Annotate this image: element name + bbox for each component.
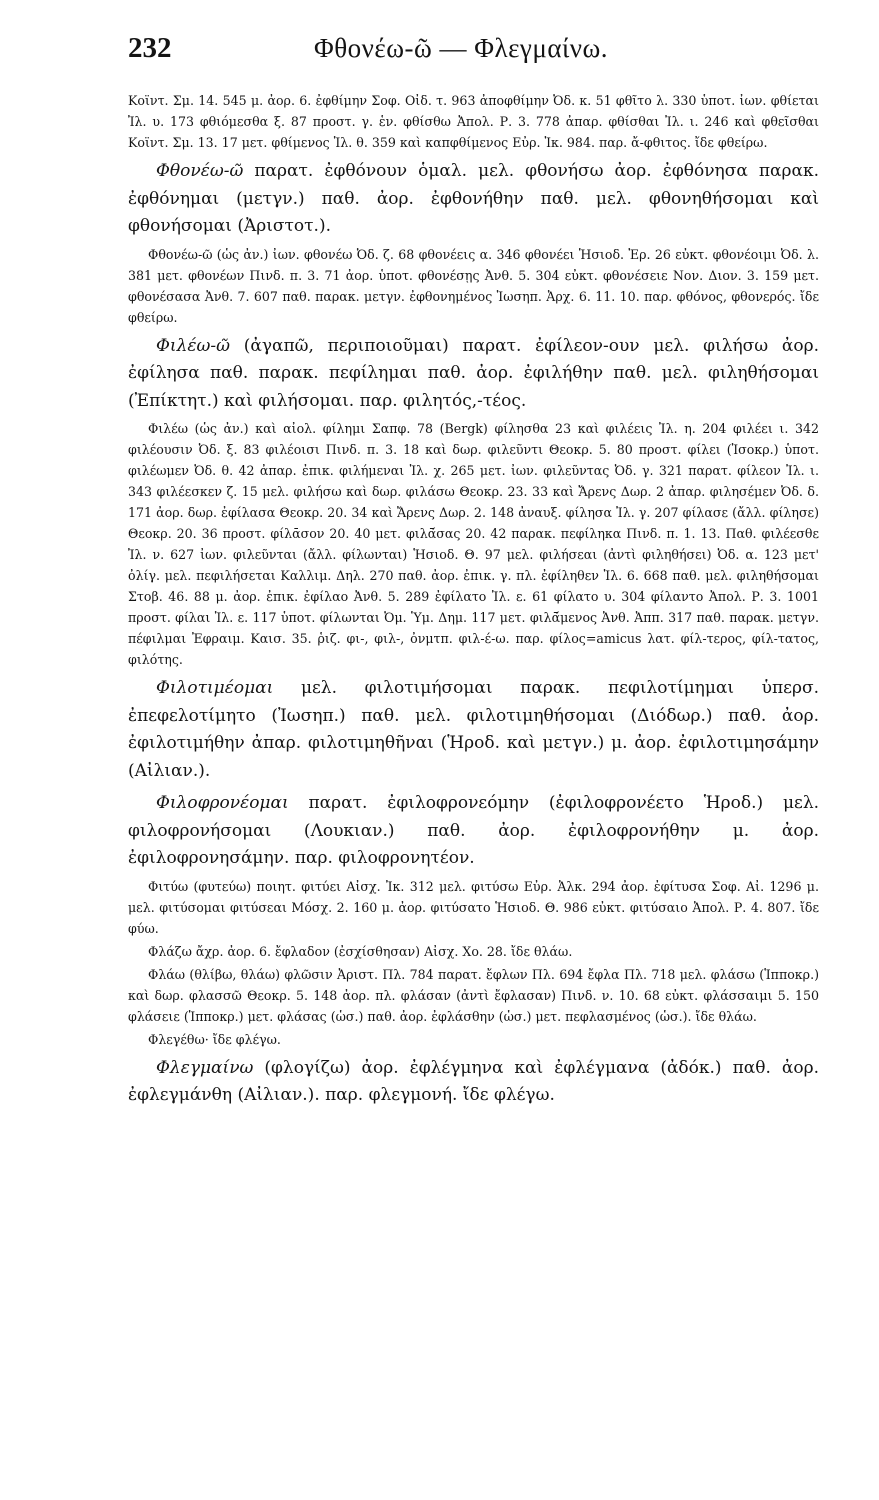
entry-headword: Φιλοτιμέομαι <box>156 678 274 698</box>
running-head: Φθονέω-ῶ — Φλεγμαίνω. <box>314 33 608 63</box>
entry-phlegmaino <box>128 1055 819 1110</box>
entry-philophroneomai <box>128 790 819 873</box>
entry-philotimeomai <box>128 675 819 785</box>
entry-phileo-detail <box>128 418 819 670</box>
entry-phthoneo-detail <box>128 244 819 328</box>
entry-body: (ἀγαπῶ, περιποιοῦμαι) παρατ. ἐφίλεον-ουν μελ. φιλήσω ἀορ. ἐφίλησα παθ. παρακ. πεφίλημαι παθ. ἀορ. ἐφιλήθην παθ. μελ. φιληθήσομαι (Ἐπίκτητ.) καὶ φιλήσομαι. παρ. φιλητός,-τέος. <box>128 335 819 411</box>
entry-body: παρατ. ἐφθόνουν ὁμαλ. μελ. φθονήσω ἀορ. ἐφθόνησα παρακ. ἐφθόνημαι (μετγν.) παθ. ἀορ. ἐφθονήθην παθ. μελ. φθονηθήσομαι καὶ φθονήσομαι (Ἀριστοτ.). <box>128 161 819 236</box>
entry-body: Φθονέω-ῶ (ὡς ἀν.) ἰων. φθονέω Ὀδ. ζ. 68 φθονέεις α. 346 φθονέει Ἡσιοδ. Ἐρ. 26 εὐκτ. φθονέοιμι Ὀδ. λ. 381 μετ. φθονέων Πινδ. π. 3. 71 ἀορ. ὑποτ. φθονέσῃς Ἀνθ. 5. 304 εὐκτ. φθονέσειε Νον. Διον. 3. 159 μετ. φθονέσασα Ἀνθ. 7. 607 παθ. παρακ. μετγν. ἐφθονημένος Ἰωσηπ. Ἀρχ. 6. 11. 10. παρ. φθόνος, φθονερός. ἴδε φθείρω. <box>128 246 819 325</box>
entry-continuation <box>128 90 819 153</box>
entry-body: Φιτύω (φυτεύω) ποιητ. φιτύει Αἰσχ. Ἰκ. 312 μελ. φιτύσω Εὐρ. Ἀλκ. 294 ἀορ. ἐφίτυσα Σοφ. Αἰ. 1296 μ. μελ. φιτύσομαι φιτύσεαι Μόσχ. 2. 160 μ. ἀορ. φιτύσατο Ἡσιοδ. Θ. 986 εὐκτ. φιτύσαιο Ἀπολ. Ρ. 4. 807. ἴδε φύω. <box>128 878 819 936</box>
entry-headword: Φθονέω-ῶ <box>156 161 244 181</box>
page-number: 232 <box>128 32 172 64</box>
entry-body: Φλεγέθω· ἴδε φλέγω. <box>148 1031 281 1047</box>
entry-body: (φλογίζω) ἀορ. ἐφλέγμηνα καὶ ἐφλέγμανα (ἀδόκ.) παθ. ἀορ. ἐφλεγμάνθη (Αἰλιαν.). παρ. φλεγμονή. ἴδε φλέγω. <box>128 1057 819 1105</box>
entry-body: Κοϊντ. Σμ. 14. 545 μ. ἀορ. 6. ἐφθίμην Σοφ. Οἰδ. τ. 963 ἀποφθίμην Ὀδ. κ. 51 φθῖτο λ. 330 ὑποτ. ἰων. φθίεται Ἰλ. υ. 173 φθιόμεσθα ξ. 87 προστ. γ. ἑν. φθίσθω Ἀπολ. Ρ. 3. 778 ἀπαρ. φθίσθαι Ἰλ. ι. 246 καὶ φθεῖσθαι Κοϊντ. Σμ. 13. 17 μετ. φθίμενος Ἰλ. θ. 359 καὶ καπφθίμενος Εὐρ. Ἰκ. 984. παρ. ἄ-φθιτος. ἴδε φθείρω. <box>128 93 819 150</box>
entry-phlegetho <box>128 1029 819 1050</box>
entry-phituo <box>128 876 819 939</box>
entry-body: μελ. φιλοτιμήσομαι παρακ. πεφιλοτίμημαι ὑπερσ. ἐπεφελοτίμητο (Ἰωσηπ.) παθ. μελ. φιλοτιμηθήσομαι (Διόδωρ.) παθ. ἀορ. ἐφιλοτιμήθην ἀπαρ. φιλοτιμηθῆναι (Ἡροδ. καὶ μετγν.) μ. ἀορ. ἐφιλοτιμησάμην (Αἰλιαν.). <box>128 678 819 781</box>
entry-headword: Φιλέω-ῶ <box>156 335 230 356</box>
entry-phlao <box>128 964 819 1027</box>
entry-headword: Φλεγμαίνω <box>156 1057 254 1078</box>
entry-phileo <box>128 333 819 416</box>
entry-headword: Φιλοφρονέομαι <box>156 793 289 813</box>
entry-body: Φλάω (θλίβω, θλάω) φλῶσιν Ἀριστ. Πλ. 784 παρατ. ἔφλων Πλ. 694 ἔφλα Πλ. 718 μελ. φλάσω (Ἱπποκρ.) καὶ δωρ. φλασσῶ Θεοκρ. 5. 148 ἀορ. πλ. φλάσαν (ἀντὶ ἔφλασαν) Πινδ. ν. 10. 68 εὐκτ. φλάσσαιμι 5. 150 φλάσειε (Ἱπποκρ.) μετ. φλάσας (ὡσ.) παθ. ἀορ. ἐφλάσθην (ὡσ.) μετ. πεφλασμένος (ὡσ.). ἴδε θλάω. <box>128 966 819 1024</box>
entry-body: παρατ. ἐφιλοφρονεόμην (ἐφιλοφρονέετο Ἡροδ.) μελ. φιλοφρονήσομαι (Λουκιαν.) παθ. ἀορ. ἐφιλοφρονήθην μ. ἀορ. ἐφιλοφρονησάμην. παρ. φιλοφρονητέον. <box>128 793 819 868</box>
entry-phthoneo <box>128 158 819 241</box>
page-header <box>128 32 819 90</box>
entry-body: Φλάζω ἄχρ. ἀορ. 6. ἔφλαδον (ἐσχίσθησαν) Αἰσχ. Χο. 28. ἴδε θλάω. <box>148 943 573 959</box>
entry-phlazo <box>128 941 819 962</box>
entry-body: Φιλέω (ὡς ἀν.) καὶ αἰολ. φίλημι Σαπφ. 78 (Bergk) φίλησθα 23 καὶ φιλέεις Ἰλ. η. 204 φιλέει ι. 342 φιλέουσιν Ὀδ. ξ. 83 φιλέοισι Πινδ. π. 3. 18 καὶ δωρ. φιλεῦντι Θεοκρ. 5. 80 προστ. φίλει (Ἰσοκρ.) ὑποτ. φιλέωμεν Ὀδ. θ. 42 ἀπαρ. ἐπικ. φιλήμεναι Ἰλ. χ. 265 μετ. ἰων. φιλεῦντας Ὀδ. γ. 321 παρατ. φίλεον Ἰλ. ι. 343 φιλέεσκεν ζ. 15 μελ. φιλήσω καὶ δωρ. φιλάσω Θεοκρ. 23. 33 καὶ Ἄρενς Δωρ. 2 ἀπαρ. φιλησέμεν Ὀδ. δ. 171 ἀορ. δωρ. ἐφίλασα Θεοκρ. 20. 34 καὶ Ἄρενς Δωρ. 2. 148 ἀναυξ. φίλησα Ἰλ. γ. 207 φίλασε (ἄλλ. φίλησε) Θεοκρ. 20. 36 προστ. φίλᾱσον 20. 40 μετ. φιλᾱ́σας 20. 42 παρακ. πεφίληκα Πινδ. π. 1. 13. Παθ. φιλέεσθε Ἰλ. ν. 627 ἰων. φιλεῦνται (ἄλλ. φίλωνται) Ἡσιοδ. Θ. 97 μελ. φιλήσεαι (ἀντὶ φιληθήσει) Ὀδ. α. 123 μετ' ὀλίγ. μελ. πεφιλήσεται Καλλιμ. Δηλ. 270 παθ. ἀορ. ἐπικ. γ. πλ. ἐφίληθεν Ἰλ. 6. 668 παθ. μελ. φιληθήσομαι Στοβ. 46. 88 μ. ἀορ. ἐπικ. ἐφίλαο Ἀνθ. 5. 289 ἐφίλατο Ἰλ. ε. 61 φίλατο υ. 304 φίλαντο Ἀπολ. Ρ. 3. 1001 προστ. φίλαι Ἰλ. ε. 117 ὑποτ. φίλωνται Ὀμ. Ὑμ. Δημ. 117 μετ. φιλᾱ́μενος Ἀνθ. Ἀππ. 317 παθ. παρακ. μετγν. πέφιλμαι Ἐφραιμ. Καισ. 35. ῥιζ. φι-, φιλ-, ὀνμτπ. φιλ-έ-ω. παρ. φίλος=amicus λατ. φίλ-τερος, φίλ-τατος, φιλότης. <box>128 421 819 667</box>
